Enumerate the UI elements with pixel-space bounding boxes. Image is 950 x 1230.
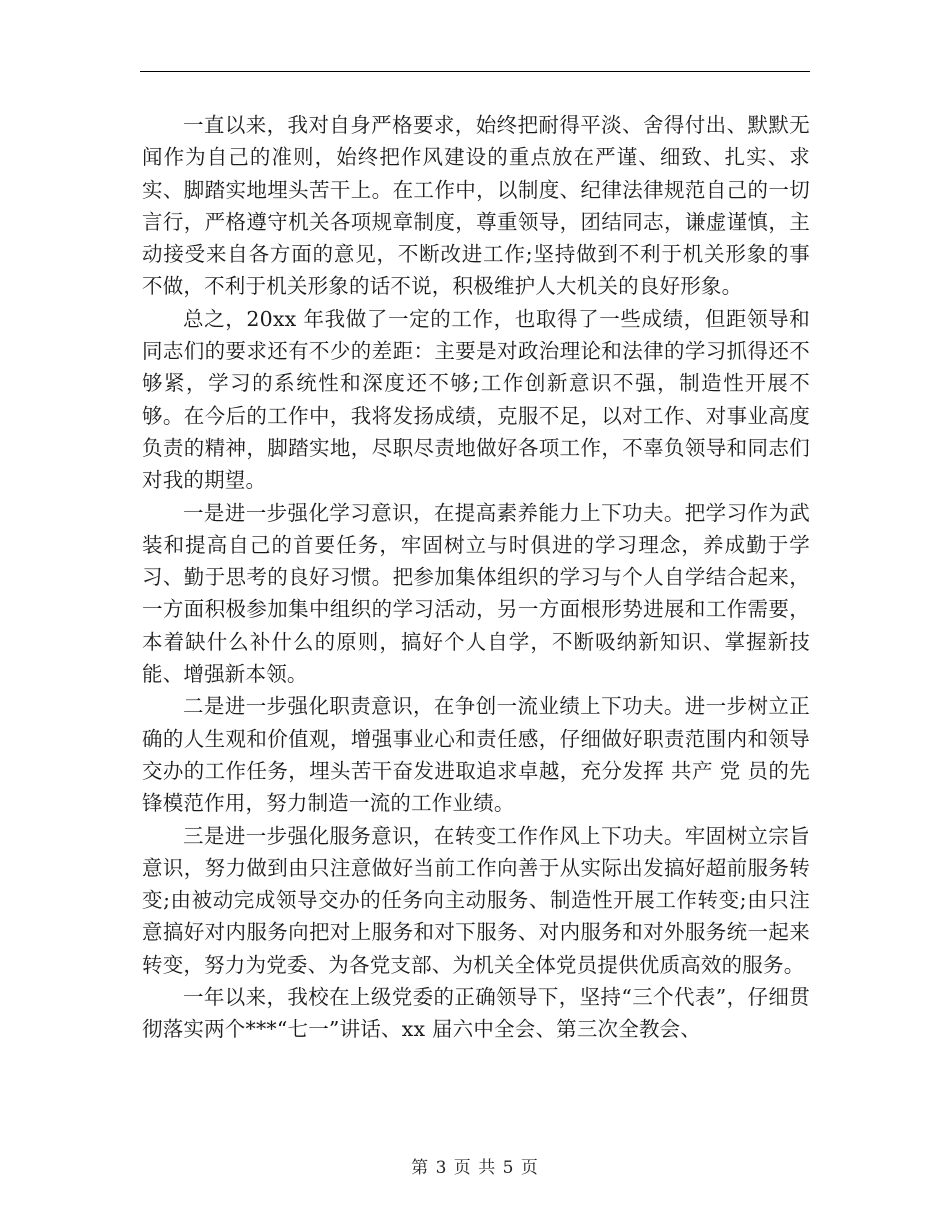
paragraph-year-review: 一年以来，我校在上级党委的正确领导下，坚持“三个代表”，仔细贯彻落实两个***“七一”讲话、xx 届六中全会、第三次全教会、 <box>142 985 810 1042</box>
body-text <box>142 109 810 1046</box>
paragraph-work-style: 一直以来，我对自身严格要求，始终把耐得平淡、舍得付出、默默无闻作为自己的准则，始终把作风建设的重点放在严谨、细致、扎实、求实、脚踏实地埋头苦干上。在工作中，以制度、纪律法律规范自己的一切言行，严格遵守机关各项规章制度，尊重领导，团结同志，谦虚谨慎，主动接受来自各方面的意见，不断改进工作;坚持做到不利于机关形象的事不做，不利于机关形象的话不说，积极维护人大机关的良好形象。 <box>142 113 810 299</box>
header-rule <box>140 71 810 72</box>
paragraph-learning: 一是进一步强化学习意识，在提高素养能力上下功夫。把学习作为武装和提高自己的首要任务，牢固树立与时俱进的学习理念，养成勤于学习、勤于思考的良好习惯。把参加集体组织的学习与个人自学结合起来，一方面积极参加集中组织的学习活动，另一方面根形势进展和工作需要，本着缺什么补什么的原则，搞好个人自学，不断吸纳新知识、掌握新技能、增强新本领。 <box>142 500 810 687</box>
paragraph-summary: 总之，20xx 年我做了一定的工作，也取得了一些成绩，但距领导和同志们的要求还有不少的差距：主要是对政治理论和法律的学习抓得还不够紧，学习的系统性和深度还不够;工作创新意识不强，制造性开展不够。在今后的工作中，我将发扬成绩，克服不足，以对工作、对事业高度负责的精神，脚踏实地，尽职尽责地做好各项工作，不辜负领导和同志们对我的期望。 <box>142 306 810 493</box>
paragraph-responsibility: 二是进一步强化职责意识，在争创一流业绩上下功夫。进一步树立正确的人生观和价值观，增强事业心和责任感，仔细做好职责范围内和领导交办的工作任务，埋头苦干奋发进取追求卓越，充分发挥 共产 党 员的先锋模范作用，努力制造一流的工作业绩。 <box>142 694 810 816</box>
paragraph-service: 三是进一步强化服务意识，在转变工作作风上下功夫。牢固树立宗旨意识，努力做到由只注意做好当前工作向善于从实际出发搞好超前服务转变;由被动完成领导交办的任务向主动服务、制造性开展工作转变;由只注意搞好对内服务向把对上服务和对下服务、对内服务和对外服务统一起来转变，努力为党委、为各党支部、为机关全体党员提供优质高效的服务。 <box>142 823 810 977</box>
page-number-footer: 第 3 页 共 5 页 <box>411 1158 539 1178</box>
